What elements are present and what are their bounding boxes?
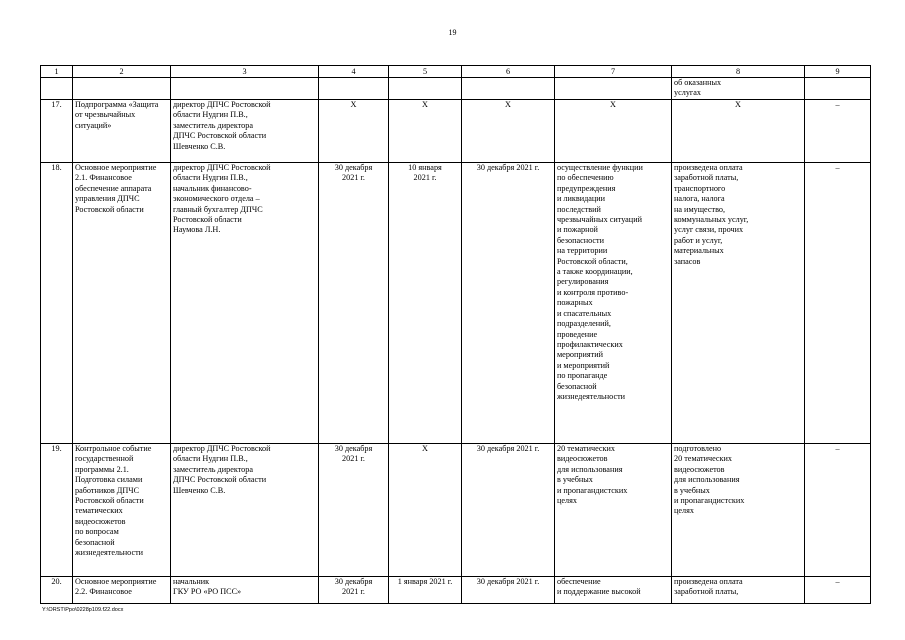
actual-date: 30 декабря 2021 г. [462, 577, 555, 604]
achieved-result: произведена оплата заработной платы, [672, 577, 805, 604]
reasons: – [805, 577, 871, 604]
report-table [40, 65, 871, 604]
row-number: 18. [41, 163, 73, 444]
column-header: 4 [319, 66, 389, 78]
start-date: Х [389, 100, 462, 163]
event-name: Основное мероприятие 2.2. Финансовое [73, 577, 171, 604]
reasons: – [805, 444, 871, 577]
start-date: Х [389, 444, 462, 577]
reasons: – [805, 100, 871, 163]
column-header: 2 [73, 66, 171, 78]
actual-date: Х [462, 100, 555, 163]
row-number: 17. [41, 100, 73, 163]
start-date [389, 78, 462, 100]
table-row [41, 577, 871, 604]
responsible-person: директор ДПЧС Ростовской области Нудгин П.В., начальник финансово- экономического отдела – главный бухгалтер ДПЧС Ростовской области Наумова Л.Н. [171, 163, 319, 444]
reasons: – [805, 163, 871, 444]
start-date: 1 января 2021 г. [389, 577, 462, 604]
table-header-row [41, 66, 871, 78]
page-number: 19 [448, 28, 457, 37]
responsible-person: начальник ГКУ РО «РО ПСС» [171, 577, 319, 604]
expected-result: Х [555, 100, 672, 163]
column-header: 5 [389, 66, 462, 78]
row-number [41, 78, 73, 100]
event-name: Подпрограмма «Защита от чрезвычайных ситуаций» [73, 100, 171, 163]
expected-result [555, 78, 672, 100]
responsible-person [171, 78, 319, 100]
column-header: 7 [555, 66, 672, 78]
table-row [41, 100, 871, 163]
column-header: 3 [171, 66, 319, 78]
achieved-result: об оказанных услугах [672, 78, 805, 100]
responsible-person: директор ДПЧС Ростовской области Нудгин П.В., заместитель директора ДПЧС Ростовской области Шевченко С.В. [171, 444, 319, 577]
row-number: 20. [41, 577, 73, 604]
planned-date [319, 78, 389, 100]
column-header: 9 [805, 66, 871, 78]
column-header: 8 [672, 66, 805, 78]
reasons [805, 78, 871, 100]
actual-date: 30 декабря 2021 г. [462, 163, 555, 444]
expected-result: 20 тематических видеосюжетов для использования в учебных и пропагандистских целях [555, 444, 672, 577]
responsible-person: директор ДПЧС Ростовской области Нудгин П.В., заместитель директора ДПЧС Ростовской области Шевченко С.В. [171, 100, 319, 163]
event-name: Контрольное событие государственной программы 2.1. Подготовка силами работников ДПЧС Ростовской области тематических видеосюжетов по вопросам безопасной жизнедеятельности [73, 444, 171, 577]
actual-date: 30 декабря 2021 г. [462, 444, 555, 577]
column-header: 1 [41, 66, 73, 78]
planned-date: Х [319, 100, 389, 163]
table-row [41, 78, 871, 100]
table-row [41, 163, 871, 444]
planned-date: 30 декабря 2021 г. [319, 577, 389, 604]
expected-result: осуществление функции по обеспечению предупреждения и ликвидации последствий чрезвычайных ситуаций и пожарной безопасности на территории Ростовской области, а также координации, регулирования и контроля противо- пожарных и спасательных подразделений, проведение профилактических мероприятий и мероприятий по пропаганде безопасной жизнедеятельности [555, 163, 672, 444]
row-number: 19. [41, 444, 73, 577]
planned-date: 30 декабря 2021 г. [319, 163, 389, 444]
achieved-result: произведена оплата заработной платы, транспортного налога, налога на имущество, коммунальных услуг, услуг связи, прочих работ и услуг, материальных запасов [672, 163, 805, 444]
achieved-result: подготовлено 20 тематических видеосюжетов для использования в учебных и пропагандистских целях [672, 444, 805, 577]
planned-date: 30 декабря 2021 г. [319, 444, 389, 577]
file-path-footer: Y:\ORST\Ppo\0228p109.f22.docx [42, 607, 124, 613]
achieved-result: Х [672, 100, 805, 163]
event-name [73, 78, 171, 100]
actual-date [462, 78, 555, 100]
table-row [41, 444, 871, 577]
start-date: 10 января 2021 г. [389, 163, 462, 444]
event-name: Основное мероприятие 2.1. Финансовое обеспечение аппарата управления ДПЧС Ростовской области [73, 163, 171, 444]
expected-result: обеспечение и поддержание высокой [555, 577, 672, 604]
column-header: 6 [462, 66, 555, 78]
